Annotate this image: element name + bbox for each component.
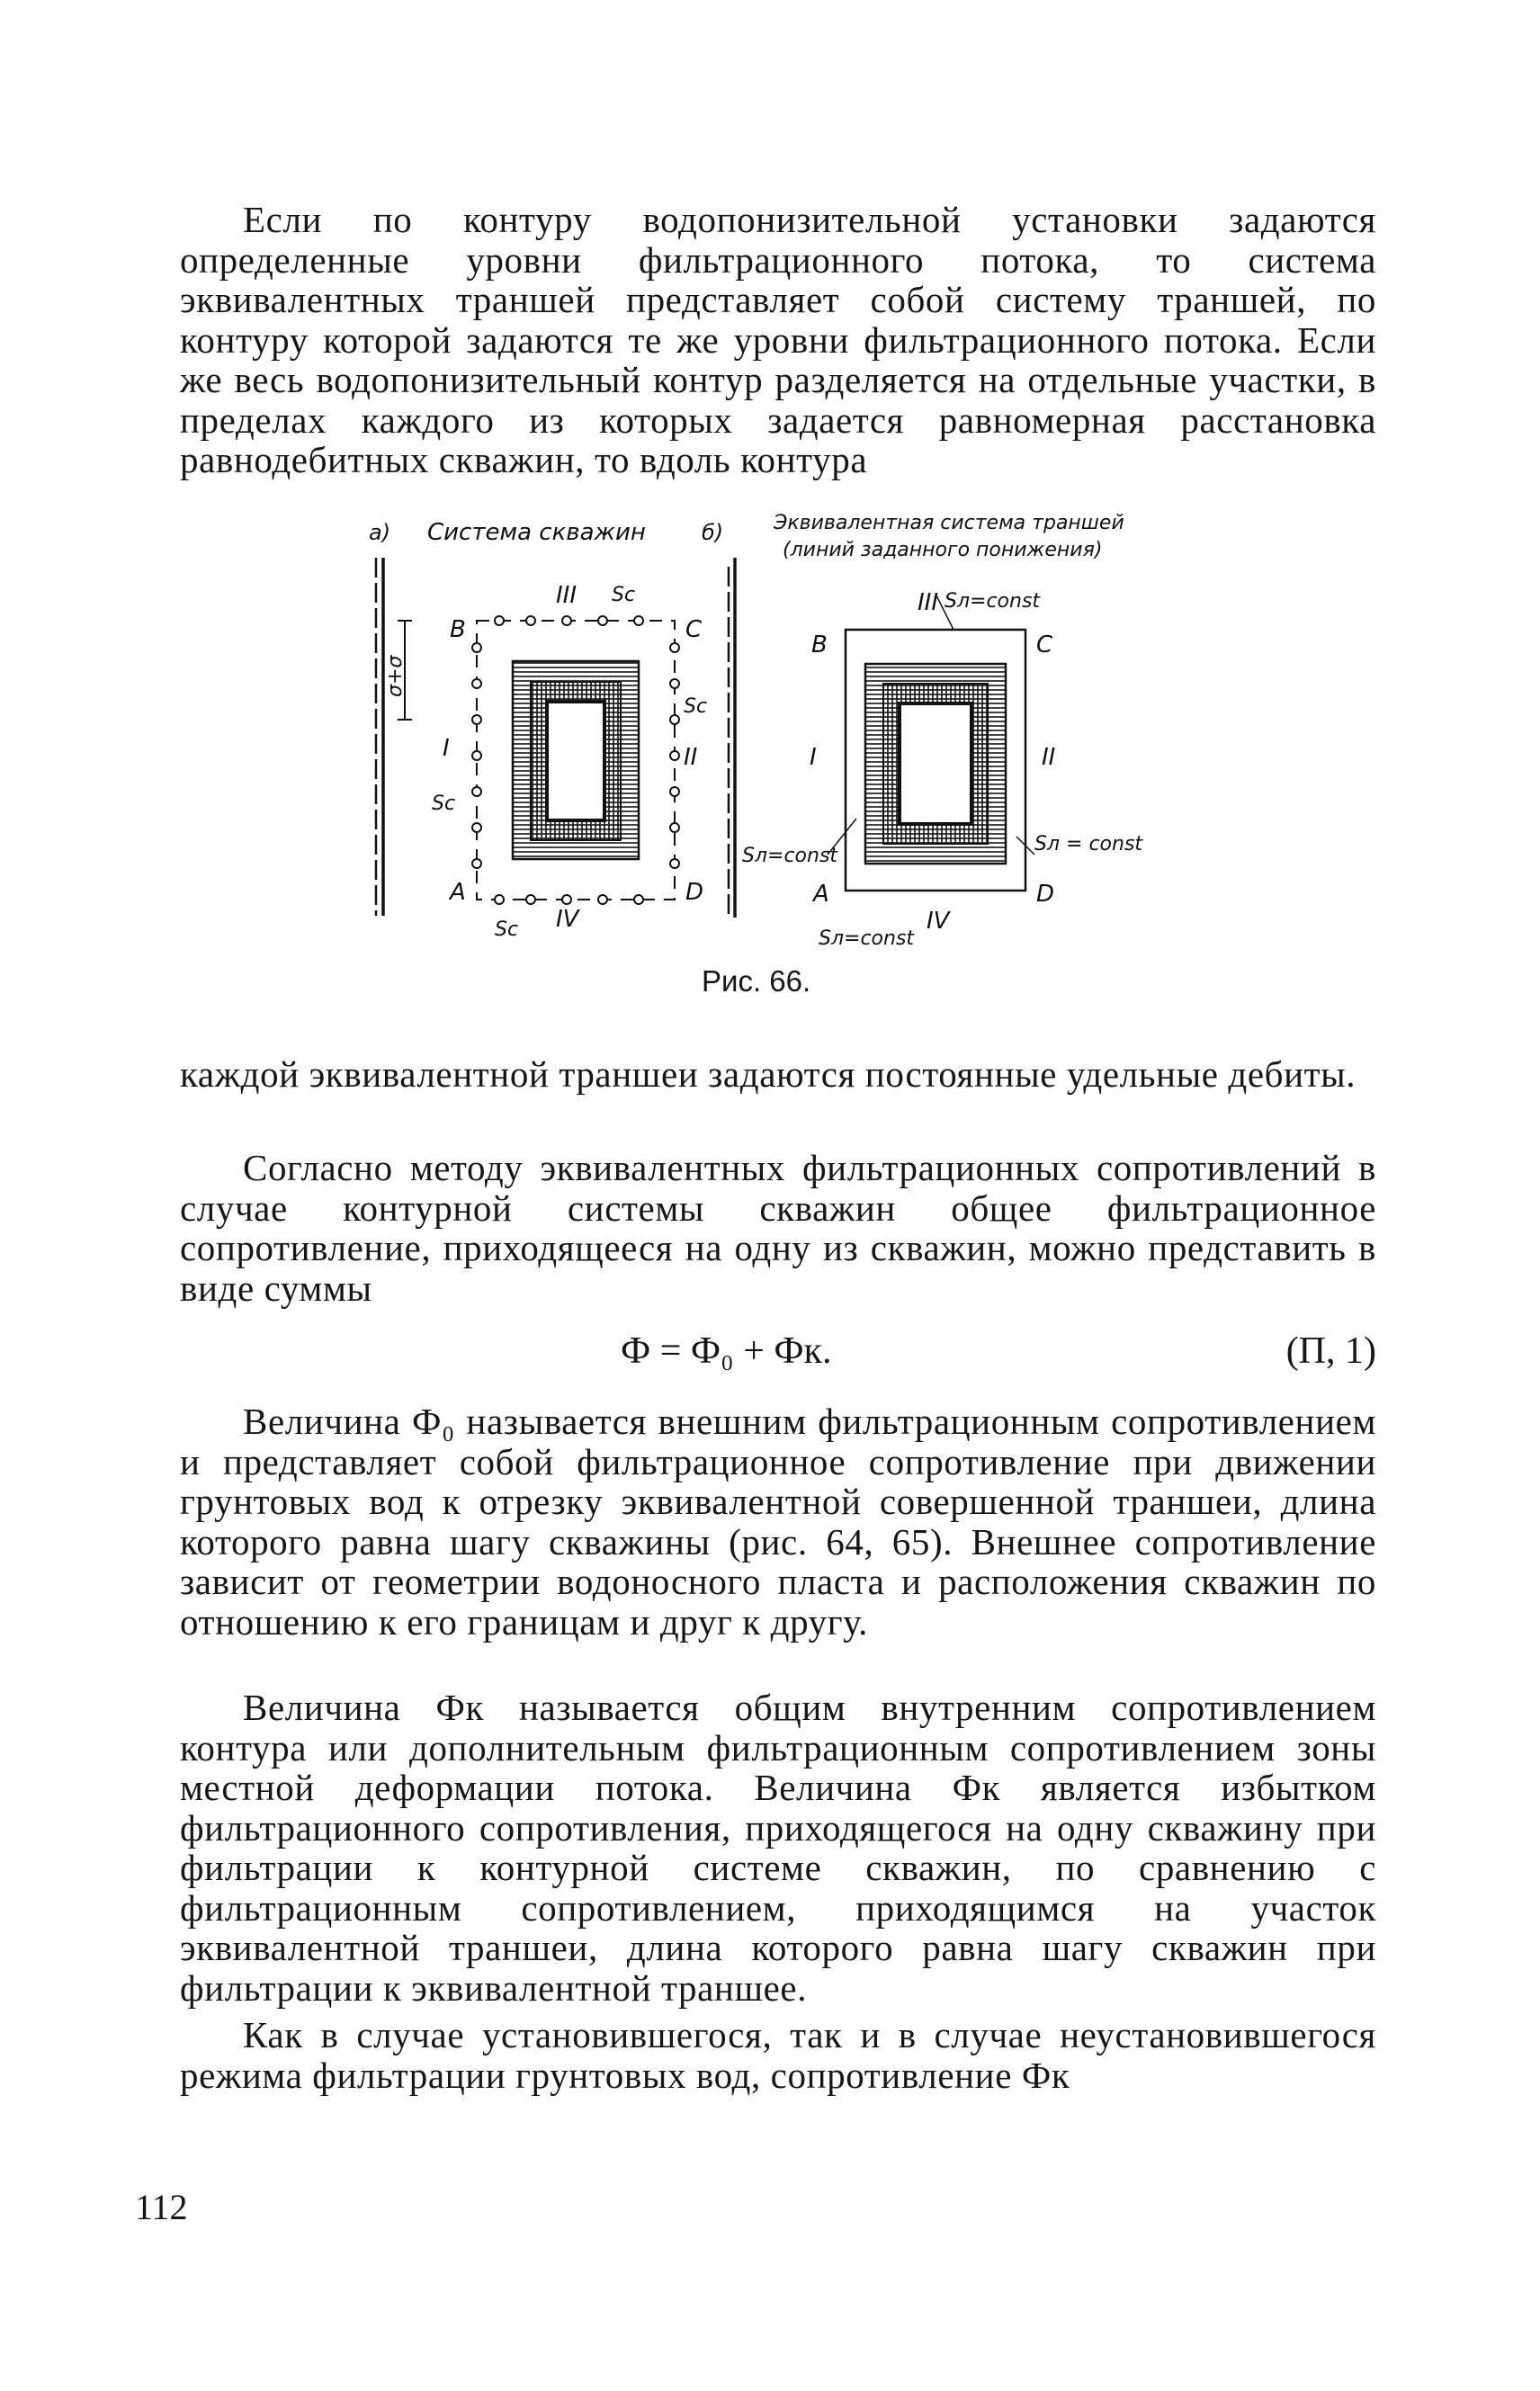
paragraph-5: Величина Фк называется общим внутренним сопротивлением контура или дополнительным фильтрационным сопротивлением зоны местной деформации потока. Величина Фк является избытком фильтрационного сопротивления, приходящегося на одну скважину при фильтрации к контурной системе скважин, по сравнению с фильтрационным сопротивлением, приходящимся на участок эквивалентной траншеи, длина которого равна шагу скважин при фильтрации к эквивалентной траншее.	[180, 1687, 1376, 2009]
corner-a-b: A	[813, 881, 829, 908]
paragraph-1: Если по контуру водопонизительной установки задаются определенные уровни фильтрационного потока, то система эквивалентных траншей представляет собой систему траншей, по контуру которой задаются те же уровни фильтрационного потока. Если же весь водопонизительный контур разделяется на отдельные участки, в пределах каждого из которых задается равномерная расстановка равнодебитных скважин, то вдоль контура	[180, 199, 1376, 480]
paragraph-6: Как в случае установившегося, так и в случае неустановившегося режима фильтрации грунтовых вод, сопротивление Фк	[180, 2014, 1376, 2096]
side-4-b: IV	[927, 908, 950, 935]
corner-d-a: D	[685, 879, 704, 906]
page-number: 112	[135, 2187, 188, 2227]
const-label-right: Sл = const	[1034, 833, 1143, 855]
side-2-a: II	[684, 744, 698, 771]
panel-b-title-2: (линий заданного понижения)	[783, 539, 1103, 561]
const-label-left: Sл=const	[742, 845, 838, 867]
panel-a-title: Система скважин	[427, 519, 646, 546]
formula-number: (П, 1)	[1285, 1330, 1376, 1372]
panel-b-letter: б)	[702, 520, 724, 545]
panel-b	[702, 512, 1143, 950]
panel-b-title-1: Эквивалентная система траншей	[774, 512, 1124, 534]
panel-a	[369, 519, 707, 941]
side-2-b: II	[1042, 744, 1056, 771]
side-4-a: IV	[556, 906, 579, 933]
side-1-b: I	[810, 744, 817, 771]
panel-a-letter: а)	[369, 520, 391, 545]
const-label-bottom: Sл=const	[819, 927, 915, 950]
corner-b-a: B	[450, 616, 466, 643]
corner-c-a: C	[685, 616, 703, 643]
dimension-label: σ+σ	[384, 655, 407, 697]
corner-b-b: B	[811, 631, 828, 658]
spacing-label-top: Sc	[612, 584, 636, 606]
side-3-a: III	[556, 582, 578, 609]
side-3-b: III	[918, 589, 939, 616]
formula-row	[180, 1330, 1376, 1375]
paragraph-2: каждой эквивалентной траншеи задаются постоянные удельные дебиты.	[180, 1053, 1356, 1095]
formula-expression: Ф = Ф₀ + Фк.	[621, 1330, 832, 1372]
paragraph-3: Согласно методу эквивалентных фильтрационных сопротивлений в случае контурной системы скважин общее фильтрационное сопротивление, приходящееся на одну из скважин, можно представить в виде суммы	[180, 1147, 1376, 1309]
side-1-a: I	[443, 735, 450, 762]
paragraph-4: Величина Ф₀ называется внешним фильтрационным сопротивлением и представляет собой фильтрационное сопротивление при движении грунтовых вод к отрезку эквивалентной совершенной траншеи, длина которого равна шагу скважины (рис. 64, 65). Внешнее сопротивление зависит от геометрии водоносного пласта и расположения скважин по отношению к его границам и друг к другу.	[180, 1401, 1376, 1643]
corner-a-a: A	[450, 879, 466, 906]
figure-caption: Рис. 66.	[702, 964, 811, 998]
spacing-label-right: Sc	[684, 695, 708, 718]
const-label-top: Sл=const	[945, 590, 1041, 613]
spacing-label-bottom: Sc	[495, 918, 519, 941]
corner-c-b: C	[1036, 631, 1053, 658]
corner-d-b: D	[1036, 881, 1055, 908]
spacing-label-left: Sc	[432, 793, 456, 815]
figure-66	[342, 504, 1169, 954]
